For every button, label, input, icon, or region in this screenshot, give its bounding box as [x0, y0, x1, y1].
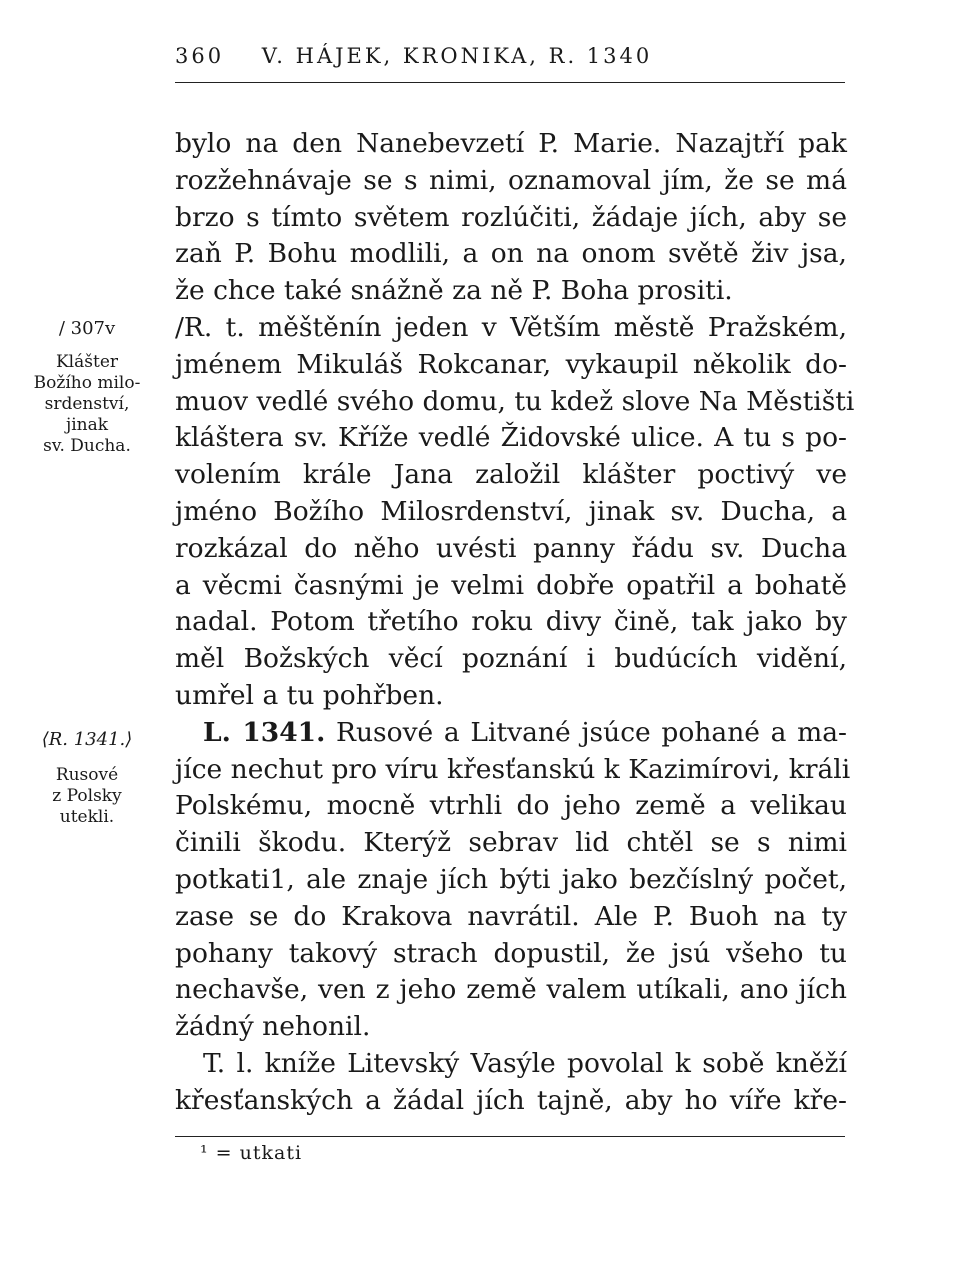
footnote: ¹ = utkati — [200, 1142, 303, 1164]
footnote-rule — [175, 1136, 845, 1137]
margin-note-line: Božího milo- — [33, 373, 141, 393]
text-line: a věcmi časnými je velmi dobře opatřil a bohatě — [175, 569, 847, 601]
text-line: umřel a tu pohřben. — [175, 679, 444, 711]
text-line: muov vedlé svého domu, tu kdež slove Na Městišti — [175, 385, 855, 417]
text-line: brzo s tímto světem rozlúčiti, žádaje jích, aby se — [175, 201, 847, 233]
page-number: 360 — [175, 44, 225, 68]
text-line: nechavše, ven z jeho země valem utíkali, ano jích — [175, 974, 847, 1006]
margin-folio — [22, 318, 152, 339]
text-line: zaň P. Bohu modlili, a on na onom světě živ jsa, — [175, 238, 847, 270]
text-line: křesťanských a žádal jích tajně, aby ho víře kře- — [175, 1084, 847, 1116]
text-line: jíce nechut pro víru křesťanskú k Kazimírovi, králi — [175, 753, 851, 785]
margin-year — [22, 729, 152, 750]
text-line: jménem Mikuláš Rokcanar, vykaupil několik do- — [175, 348, 847, 380]
text-line: nadal. Potom třetího roku divy čině, tak jako by — [175, 606, 847, 638]
text-line: T. l. kníže Litevský Vasýle povolal k sobě kněží — [203, 1047, 847, 1079]
margin-note-line: jinak — [65, 415, 109, 435]
text-line: jméno Božího Milosrdenství, jinak sv. Ducha, a — [175, 495, 847, 527]
text-line: žádný nehonil. — [175, 1011, 371, 1043]
text-line: rozžehnávaje se s nimi, oznamoval jím, že se má — [175, 164, 847, 196]
running-title: V. HÁJEK, KRONIKA, R. 1340 — [261, 44, 653, 68]
margin-note-line: sv. Ducha. — [43, 436, 131, 456]
text-line: měl Božských věcí poznání i budúcích vidění, — [175, 643, 847, 675]
header-rule — [175, 82, 845, 83]
text-line-year-entry — [175, 715, 847, 752]
margin-note-line: utekli. — [59, 807, 115, 827]
main-text — [175, 126, 855, 1120]
running-header — [175, 44, 845, 68]
text-line-rest: Rusové a Litvané jsúce pohané a ma- — [336, 716, 847, 748]
margin-note-line: Klášter — [55, 352, 118, 372]
margin-note-rusove — [22, 765, 152, 828]
text-line: pohany takový strach dopustil, že jsú všeho tu — [175, 937, 847, 969]
text-line: Polskému, mocně vtrhli do jeho země a velikau — [175, 790, 847, 822]
text-line: činili škodu. Kterýž sebrav lid chtěl se s nimi — [175, 827, 847, 859]
margin-note-line: Rusové — [55, 765, 119, 785]
folio-marker: / 307v — [58, 318, 116, 339]
text-line: /R. t. měštěnín jeden v Větším městě Pražském, — [175, 311, 847, 343]
margin-year-label: ⟨R. 1341.⟩ — [41, 729, 133, 750]
margin-note-klaster — [22, 352, 152, 457]
text-line: zase se do Krakova navrátil. Ale P. Buoh na ty — [175, 900, 847, 932]
margin-note-line: z Polsky — [52, 786, 122, 806]
text-line: že chce také snážně za ně P. Boha prositi. — [175, 275, 733, 307]
text-line: volením krále Jana založil klášter poctivý ve — [175, 459, 847, 491]
margin-note-line: srdenství, — [44, 394, 130, 414]
text-line: rozkázal do něho uvésti panny řádu sv. Ducha — [175, 532, 847, 564]
text-line: potkati1, ale znaje jích býti jako bezčíslný počet, — [175, 863, 847, 895]
text-line: bylo na den Nanebevzetí P. Marie. Nazajtří pak — [175, 128, 847, 159]
year-label: L. 1341. — [203, 716, 326, 748]
text-line: kláštera sv. Kříže vedlé Židovské ulice. A tu s po- — [175, 422, 847, 454]
